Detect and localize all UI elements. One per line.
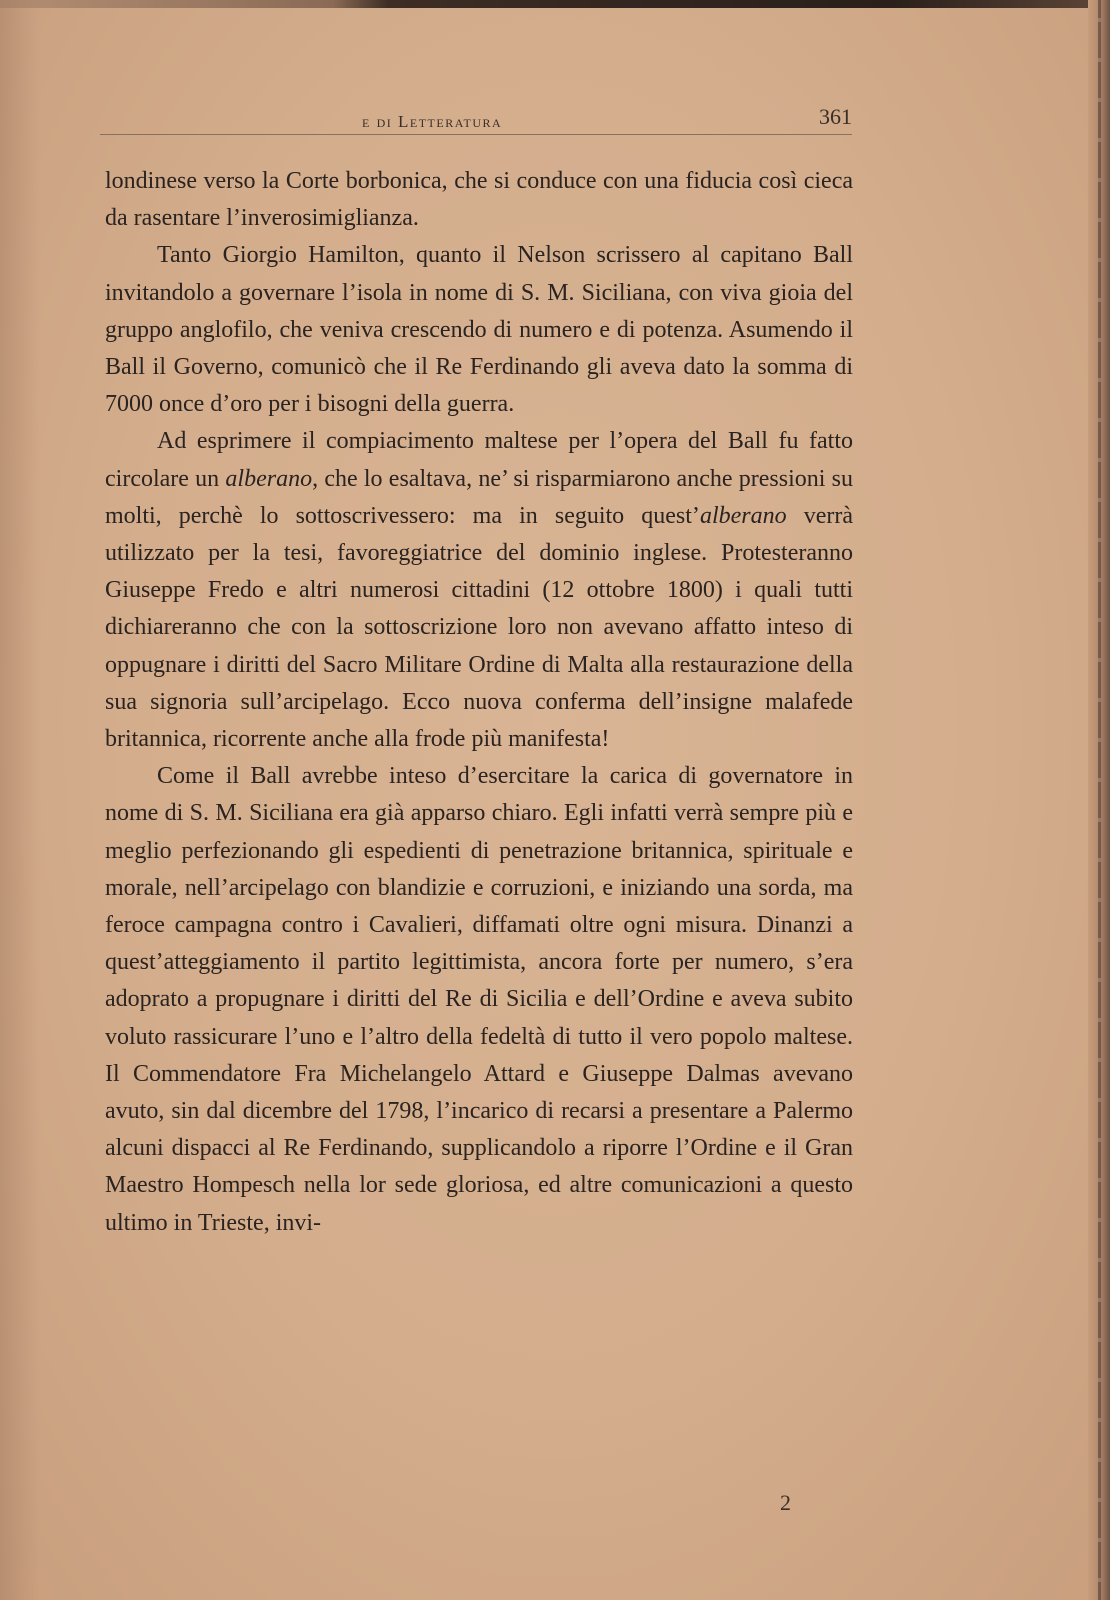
paragraph-1: londinese verso la Corte borbonica, che si conduce con una fiducia così cieca da rasentare l’inverosimiglianza. (105, 168, 853, 232)
page-top-edge (0, 0, 1110, 8)
paragraph-2: Tanto Giorgio Hamilton, quanto il Nelson scrissero al capitano Ball invitandolo a governare l’isola in nome di S. M. Siciliana, con viva gioia del gruppo anglofilo, che veniva crescendo di numero e di potenza. Asumendo il Ball il Governo, comunicò che il Re Ferdinando gli aveva dato la somma di 7000 once d’oro per i bisogni della guerra. (105, 242, 853, 418)
paragraph-3-text-c: verrà utilizzato per la tesi, favoreggiatrice del dominio inglese. Protesteranno Giuseppe Fredo e altri numerosi cittadini (12 ottobre 1800) i quali tutti dichiareranno che con la sottoscrizione loro non avevano affatto inteso di oppugnare i diritti del Sacro Militare Ordine di Malta alla restaurazione della sua signoria sull’arcipelago. Ecco nuova conferma dell’insigne malafede britannica, ricorrente anche alla frode più manifesta! (105, 502, 853, 753)
page-number: 361 (819, 104, 852, 129)
body-text (105, 163, 853, 1242)
running-title: e di Letteratura (362, 112, 503, 131)
paragraph-3-italic-term-2: alberano (699, 502, 787, 529)
running-head (100, 104, 852, 135)
signature-mark: 2 (780, 1490, 791, 1515)
page-left-shadow (0, 0, 40, 1600)
paragraph-3-italic-term: alberano (225, 465, 313, 492)
book-binding-edge (1088, 0, 1110, 1600)
paragraph-3-text-a: Ad esprimere il compiacimento maltese per l’opera del Ball fu fatto circolare un (105, 428, 853, 492)
paragraph-4: Come il Ball avrebbe inteso d’esercitare la carica di governatore in nome di S. M. Siciliana era già apparso chiaro. Egli infatti verrà sempre più e meglio perfezionando gli espedienti di penetrazione britannica, spirituale e morale, nell’arcipelago con blandizie e corruzioni, e iniziando una sorda, ma feroce campagna contro i Cavalieri, diffamati oltre ogni misura. Dinanzi a quest’atteggiamento il partito legittimista, ancora forte per numero, s’era adoprato a propugnare i diritti del Re di Sicilia e dell’Ordine e aveva subito voluto rassicurare l’uno e l’altro della fedeltà di tutto il vero popolo maltese. Il Commendatore Fra Michelangelo Attard e Giuseppe Dalmas avevano avuto, sin dal dicembre del 1798, l’incarico di recarsi a presentare a Palermo alcuni dispacci al Re Ferdinando, supplicandolo a riporre l’Ordine e il Gran Maestro Hompesch nella lor sede gloriosa, ed altre comunicazioni a questo ultimo in Trieste, invi- (105, 763, 853, 1236)
paragraph-3 (105, 423, 853, 758)
paragraph-3-text-b: , che lo esaltava, ne’ si risparmiarono anche pressioni su molti, perchè lo sottoscrivessero: ma in seguito quest’ (105, 465, 853, 529)
